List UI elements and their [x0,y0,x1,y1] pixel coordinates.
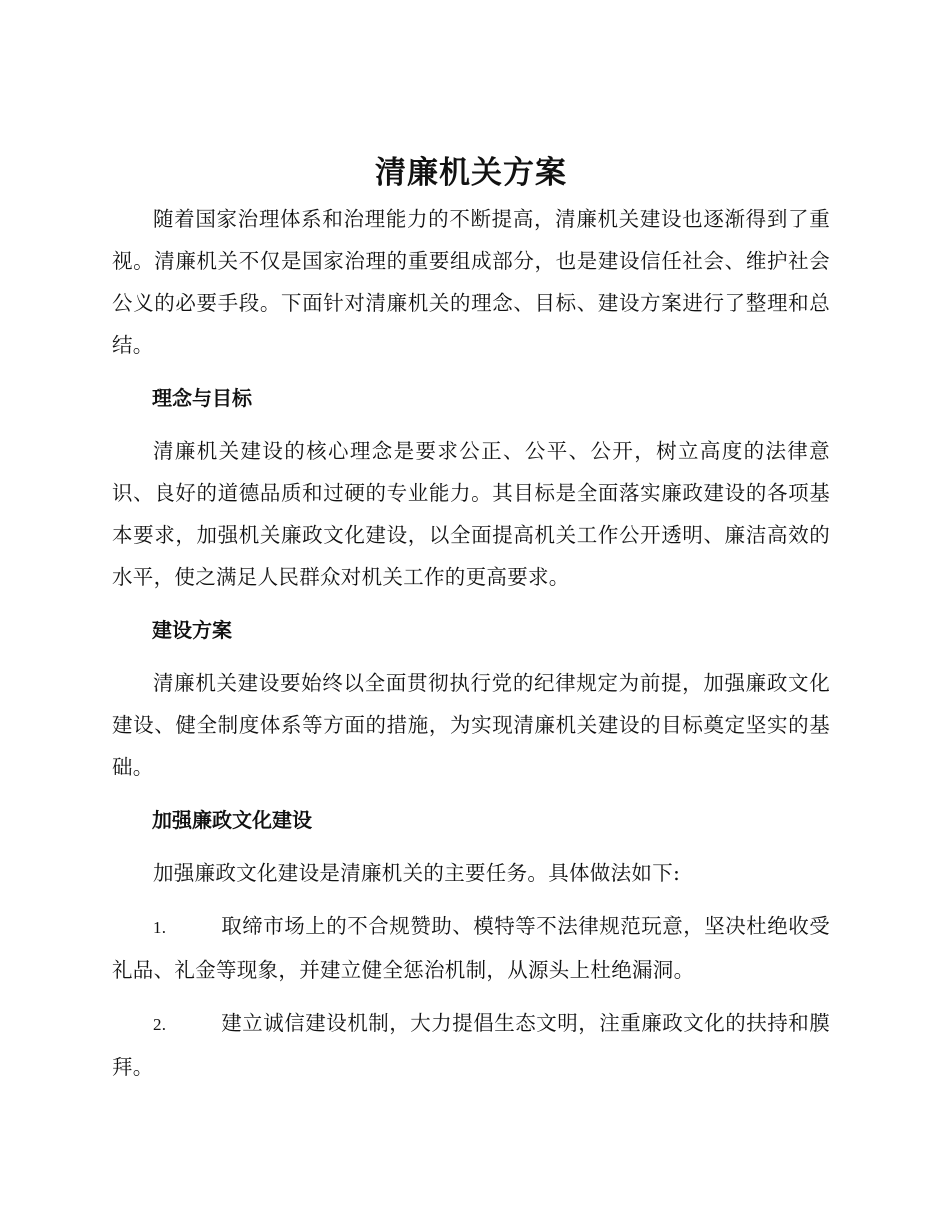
section-body-concept-goals: 清廉机关建设的核心理念是要求公正、公平、公开，树立高度的法律意识、良好的道德品质和过硬的专业能力。其目标是全面落实廉政建设的各项基本要求，加强机关廉政文化建设，以全面提高机关工作公开透明、廉洁高效的水平，使之满足人民群众对机关工作的更高要求。 [112,439,830,589]
intro-paragraph: 随着国家治理体系和治理能力的不断提高，清廉机关建设也逐渐得到了重视。清廉机关不仅是国家治理的重要组成部分，也是建设信任社会、维护社会公义的必要手段。下面针对清廉机关的理念、目标、建设方案进行了整理和总结。 [112,207,830,357]
section-body-construction-plan: 清廉机关建设要始终以全面贯彻执行党的纪律规定为前提，加强廉政文化建设、健全制度体系等方面的措施，为实现清廉机关建设的目标奠定坚实的基础。 [112,671,830,779]
section-heading-integrity-culture: 加强廉政文化建设 [152,808,312,832]
list-item-1 [112,905,830,991]
list-item-2 [112,1002,830,1088]
list-item-number: 1. [153,918,167,937]
section-heading-construction-plan: 建设方案 [152,618,232,642]
list-item-number: 2. [153,1015,167,1034]
document-page [112,150,830,1099]
section-heading-concept-goals: 理念与目标 [152,386,252,410]
document-title: 清廉机关方案 [375,155,567,191]
list-item-text: 取缔市场上的不合规赞助、模特等不法律规范玩意，坚决杜绝收受礼品、礼金等现象，并建立健全惩治机制，从源头上杜绝漏洞。 [112,914,830,982]
section-body-integrity-culture: 加强廉政文化建设是清廉机关的主要任务。具体做法如下: [153,861,681,885]
list-item-text: 建立诚信建设机制，大力提倡生态文明，注重廉政文化的扶持和膜拜。 [112,1011,830,1079]
